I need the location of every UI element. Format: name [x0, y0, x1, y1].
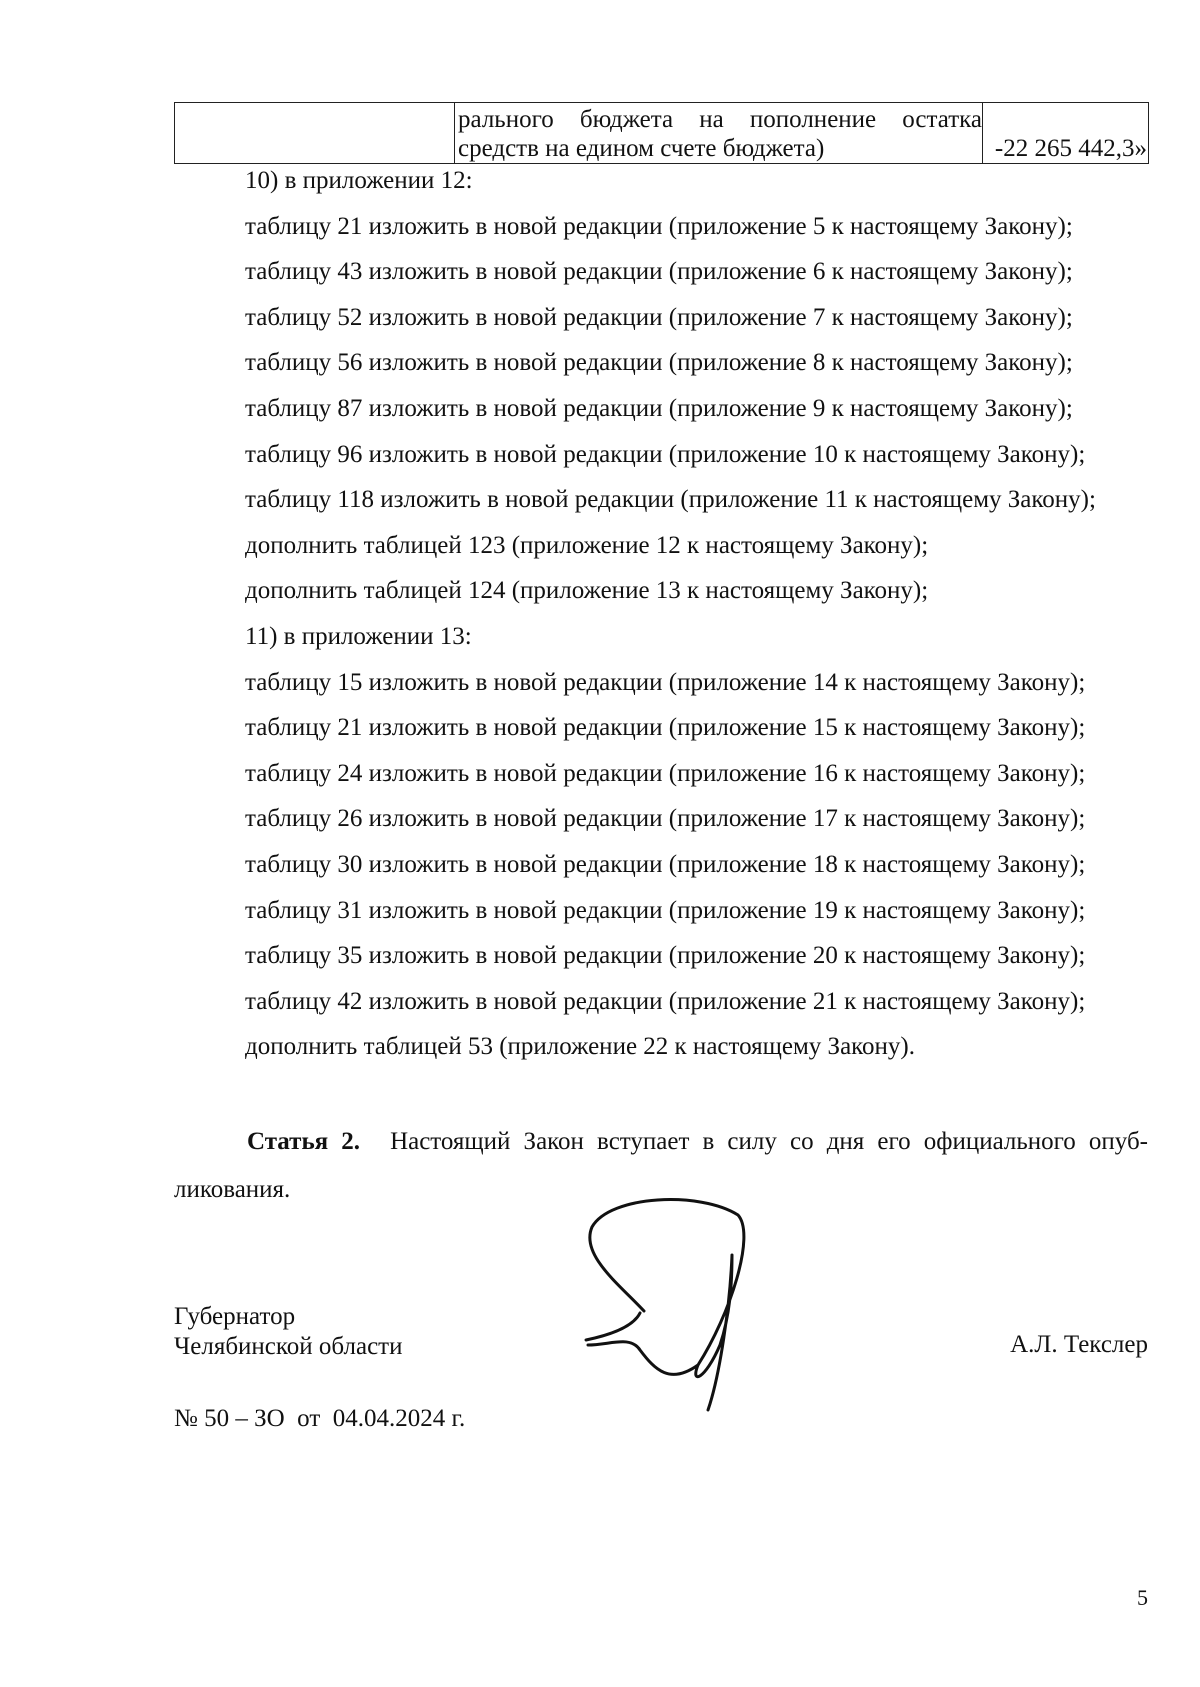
signatory-name: А.Л. Текслер — [1010, 1331, 1148, 1358]
amendment-line: таблицу 26 изложить в новой редакции (приложение 17 к настоящему Закону); — [245, 805, 1086, 833]
amendment-line: таблицу 96 изложить в новой редакции (приложение 10 к настоящему Закону); — [245, 440, 1086, 468]
amendment-line: таблицу 52 изложить в новой редакции (приложение 7 к настоящему Закону); — [245, 303, 1073, 331]
amendment-line: таблицу 21 изложить в новой редакции (приложение 15 к настоящему Закону); — [245, 714, 1086, 742]
signatory-title-line-2: Челябинской области — [174, 1333, 403, 1360]
amendment-line: дополнить таблицей 124 (приложение 13 к настоящему Закону); — [245, 577, 929, 605]
signatory-title — [174, 1302, 402, 1362]
signatory-title-line-1: Губернатор — [174, 1303, 296, 1330]
article-2-first-line — [174, 1118, 1148, 1166]
amendment-line: таблицу 31 изложить в новой редакции (приложение 19 к настоящему Закону); — [245, 896, 1086, 924]
amendment-line: таблицу 35 изложить в новой редакции (приложение 20 к настоящему Закону); — [245, 942, 1086, 970]
signature-image — [580, 1195, 800, 1415]
document-number: № 50 – ЗО от 04.04.2024 г. — [174, 1405, 466, 1432]
amendment-line: дополнить таблицей 53 (приложение 22 к настоящему Закону). — [245, 1033, 915, 1061]
table-fragment — [174, 102, 1149, 164]
amendment-line: таблицу 42 изложить в новой редакции (приложение 21 к настоящему Закону); — [245, 987, 1086, 1015]
amendment-line: таблицу 43 изложить в новой редакции (приложение 6 к настоящему Закону); — [245, 258, 1073, 286]
article-2-text-line-2: ликования. — [174, 1176, 291, 1203]
amendment-line: таблицу 21 изложить в новой редакции (приложение 5 к настоящему Закону); — [245, 212, 1073, 240]
amendment-line: 10) в приложении 12: — [245, 167, 473, 194]
table-description-line-1: рального бюджета на пополнение остатка — [458, 106, 982, 133]
table-cell-value: -22 265 442,3» — [994, 135, 1147, 162]
amendment-line: таблицу 56 изложить в новой редакции (приложение 8 к настоящему Закону); — [245, 349, 1073, 377]
table-description-line-2: средств на едином счете бюджета) — [458, 135, 825, 162]
table-cell-empty — [175, 103, 455, 163]
amendment-line: 11) в приложении 13: — [245, 623, 472, 650]
page-number: 5 — [1137, 1585, 1148, 1610]
amendment-line: таблицу 30 изложить в новой редакции (приложение 18 к настоящему Закону); — [245, 851, 1086, 878]
amendment-line: таблицу 24 изложить в новой редакции (приложение 16 к настоящему Закону); — [245, 759, 1086, 787]
amendment-line: таблицу 118 изложить в новой редакции (приложение 11 к настоящему Закону); — [245, 486, 1096, 514]
table-cell-description — [455, 103, 983, 163]
amendment-line: таблицу 87 изложить в новой редакции (приложение 9 к настоящему Закону); — [245, 395, 1073, 422]
article-2-label: Статья 2. — [247, 1128, 361, 1155]
amendment-line: таблицу 15 изложить в новой редакции (приложение 14 к настоящему Закону); — [245, 668, 1086, 696]
article-2-text-line-1: Настоящий Закон вступает в силу со дня его официального опуб- — [390, 1128, 1148, 1155]
amendment-line: дополнить таблицей 123 (приложение 12 к настоящему Закону); — [245, 531, 929, 559]
